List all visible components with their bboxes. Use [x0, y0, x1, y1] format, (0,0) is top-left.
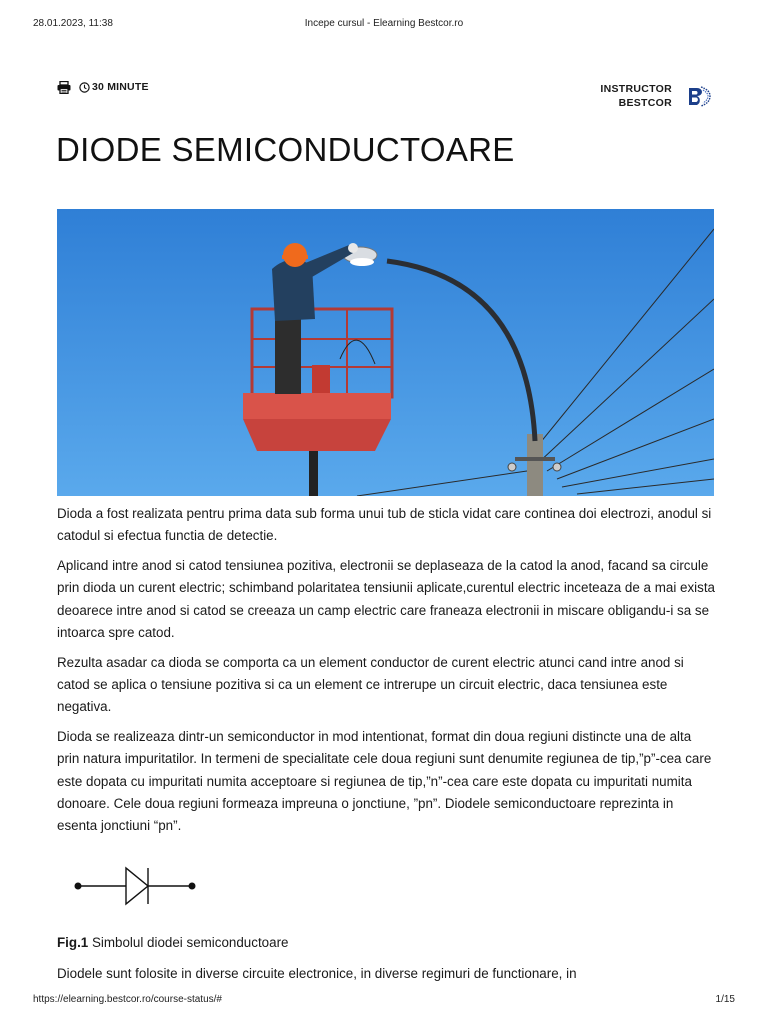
- printer-icon[interactable]: [56, 79, 72, 95]
- clock-icon: [79, 82, 90, 93]
- paragraph: Dioda a fost realizata pentru prima data sub forma unui tub de sticla vidat care continea doi electrozi, anodul si catodul si efectua functia de detectie.: [57, 506, 712, 544]
- lesson-duration: 30 MINUTE: [92, 81, 149, 93]
- instructor-name[interactable]: BESTCOR: [618, 97, 672, 109]
- page-title: DIODE SEMICONDUCTOARE: [56, 131, 515, 168]
- figure-label: Fig.1: [57, 935, 89, 950]
- paragraph: Rezulta asadar ca dioda se comporta ca un element conductor de curent electric atunci cand intre anod si catod se aplica o tensiune pozitiva si ca un element ce intrerupe un circuit electric, daca tensiunea este negativa.: [57, 654, 684, 715]
- paragraph: Aplicand intre anod si catod tensiunea pozitiva, electronii se deplaseaza de la catod la anod, facand sa circule prin dioda un curent electric; schimband polaritatea tensiunii aplicate,curentul electric inceteaza de a mai exista deoarece intre anod si catod se creeaza un camp electric care franeaza electronii in miscare obligandu-i sa se intoarca spre catod.: [57, 558, 715, 640]
- lesson-content: [57, 503, 717, 845]
- instructor-label: INSTRUCTOR: [600, 83, 672, 95]
- print-datetime: 28.01.2023, 11:38: [33, 18, 113, 29]
- paragraph: Dioda se realizeaza dintr-un semiconductor in mod intentionat, format din doua regiuni distincte una de alta prin natura impuritatilor. In termeni de specialitate cele doua regiuni sunt denumite regiunea de tip,”p”-cea care este dopata cu impuritati numita acceptoare si regiunea de tip,”n”-cea care este dopata cu impuritati numita donoare. Cele doua regiuni formeaza impreuna o jonctiune, ”pn”. Diodele semiconductoare reprezinta in esenta jonctiuni “pn”.: [57, 729, 712, 834]
- diode-symbol-figure: [72, 862, 198, 908]
- lesson-toolbar: [56, 78, 149, 96]
- instructor-info: [600, 82, 672, 110]
- print-page-title: Incepe cursul - Elearning Bestcor.ro: [304, 18, 464, 29]
- bestcor-logo[interactable]: [684, 82, 712, 110]
- page-counter: 1/15: [715, 994, 735, 1005]
- paragraph: Diodele sunt folosite in diverse circuite electronice, in diverse regimuri de functionare, in: [57, 966, 577, 981]
- figure-caption-text: Simbolul diodei semiconductoare: [88, 935, 289, 950]
- page-url: https://elearning.bestcor.ro/course-status/#: [33, 994, 222, 1005]
- hero-image: [57, 209, 714, 496]
- print-header: [0, 14, 768, 30]
- figure-caption: [57, 932, 288, 954]
